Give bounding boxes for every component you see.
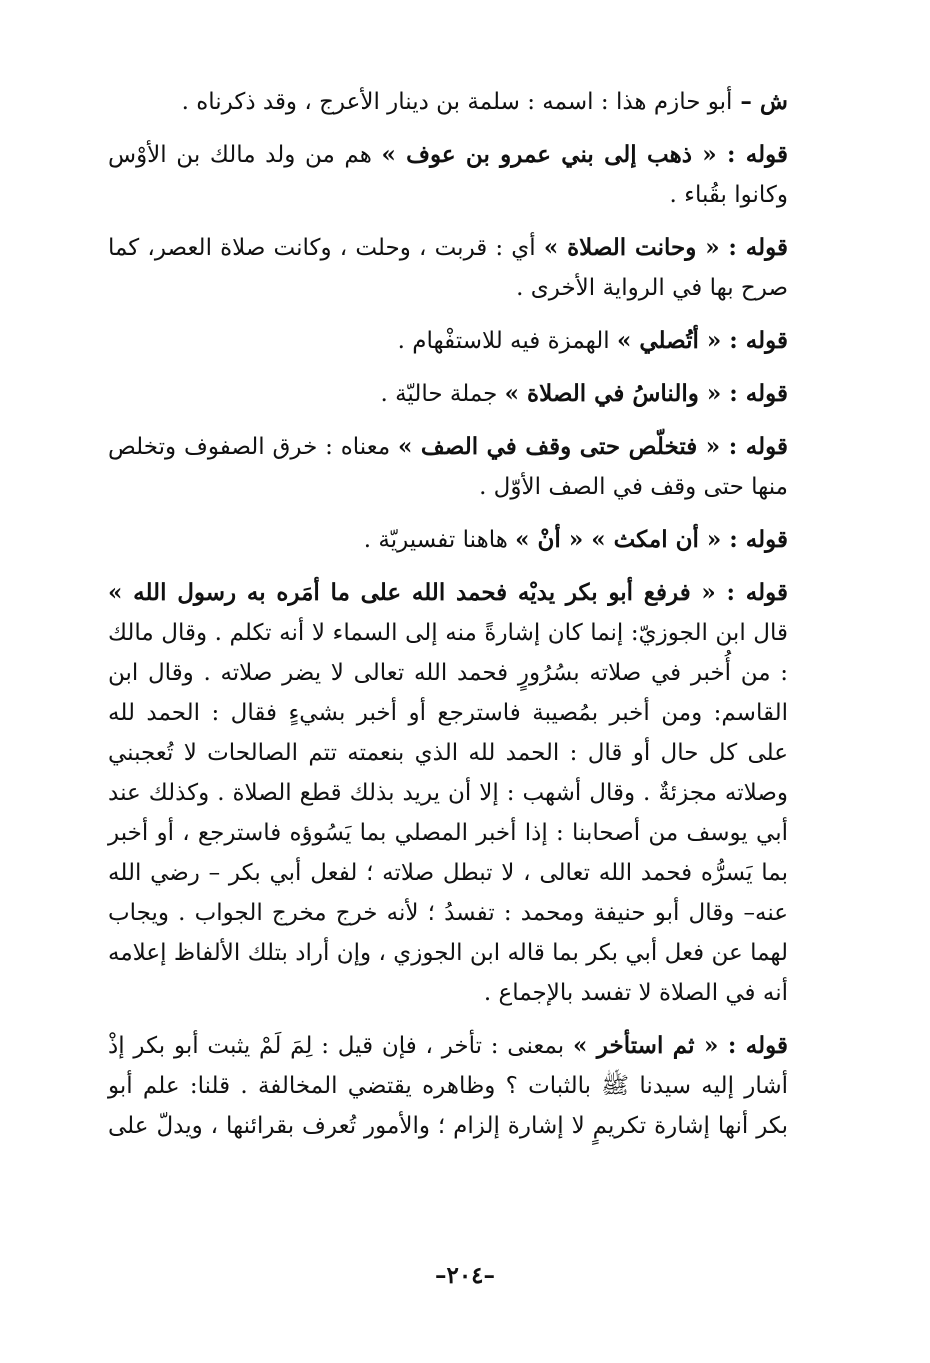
paragraph-prefix: قوله : (716, 141, 788, 168)
page-number: –٢٠٤– (434, 1262, 496, 1289)
paragraph-4 (108, 321, 788, 361)
paragraph-prefix: قوله : (721, 327, 788, 354)
paragraph-2 (108, 135, 788, 215)
paragraph-1 (108, 82, 788, 122)
paragraph-9 (108, 1026, 788, 1146)
quoted-phrase: « ذهب إلى بني عمرو بن عوف » (381, 141, 717, 168)
quoted-phrase: « وحانت الصلاة » (543, 234, 720, 261)
paragraph-3 (108, 228, 788, 308)
paragraph-text: هاهنا تفسيريّة . (363, 527, 516, 553)
paragraph-6 (108, 427, 788, 507)
paragraph-prefix: قوله : (715, 579, 788, 606)
paragraph-text: هم من ولد مالك بن الأوْس وكانوا بقُباء . (108, 142, 788, 208)
quoted-phrase: « أن امكث » « أنْ » (515, 526, 722, 553)
paragraph-8 (108, 573, 788, 1013)
paragraph-text: أي : قربت ، وحلت ، وكانت صلاة العصر، كما صرح بها في الرواية الأخرى . (108, 235, 788, 301)
paragraph-text: أبو حازم هذا : اسمه : سلمة بن دينار الأعرج ، وقد ذكرناه . (181, 89, 733, 115)
quoted-phrase: « والناسُ في الصلاة » (504, 380, 722, 407)
paragraph-prefix: ش – (732, 88, 788, 115)
page-body (108, 82, 788, 1146)
paragraph-prefix: قوله : (721, 380, 788, 407)
quoted-phrase: « فرفع أبو بكر يديْه فحمد الله على ما أمَره به رسول الله » (108, 579, 716, 606)
paragraph-text: بمعنى : تأخر ، فإن قيل : لِمَ لَمْ يثبت أبو بكر إذْ أشار إليه سيدنا ﷺ بالثبات ؟ وظاهره يقتضي المخالفة . قلنا: علم أبو بكر أنها إشارة تكريمٍ لا إشارة إلزام ؛ والأمور تُعرف بقرائنها ، ويدلّ على (108, 1033, 788, 1139)
paragraph-text: جملة حاليّة . (380, 381, 505, 407)
quoted-phrase: « أتُصلي » (616, 327, 722, 354)
paragraph-prefix: قوله : (720, 433, 788, 460)
paragraph-text: قال ابن الجوزيّ: إنما كان إشارةً منه إلى السماء لا أنه تكلم . وقال مالك : من أُخبر في صلاته بسُرُورٍ فحمد الله تعالى لا يضر صلاته . وقال ابن القاسم: ومن أخبر بمُصيبة فاسترجع أو أخبر بشيءٍ فقال : الحمد لله على كل حال أو قال : الحمد لله الذي بنعمته تتم الصالحات لا تُعجبني وصلاته مجزئةٌ . وقال أشهب : إلا أن يريد بذلك قطع الصلاة . وكذلك عند أبي يوسف من أصحابنا : إذا أخبر المصلي بما يَسُوؤه فاسترجع ، أو أخبر بما يَسرُّه فحمد الله تعالى ، لا تبطل صلاته ؛ لفعل أبي بكر – رضي الله عنه– وقال أبو حنيفة ومحمد : تفسدُ ؛ لأنه خرج مخرج الجواب . ويجاب لهما عن فعل أبي بكر بما قاله ابن الجوزي ، وإن أراد بتلك الألفاظ إعلامه أنه في الصلاة لا تفسد بالإجماع . (108, 620, 788, 1006)
paragraph-text: معناه : خرق الصفوف وتخلص منها حتى وقف في الصف الأوّل . (108, 434, 788, 500)
paragraph-prefix: قوله : (718, 1032, 788, 1059)
paragraph-prefix: قوله : (719, 234, 788, 261)
paragraph-5 (108, 374, 788, 414)
paragraph-prefix: قوله : (721, 526, 788, 553)
quoted-phrase: « فتخلّص حتى وقف في الصف » (398, 433, 721, 460)
paragraph-7 (108, 520, 788, 560)
quoted-phrase: « ثم استأخر » (572, 1032, 719, 1059)
paragraph-text: الهمزة فيه للاستفْهام . (397, 328, 617, 354)
